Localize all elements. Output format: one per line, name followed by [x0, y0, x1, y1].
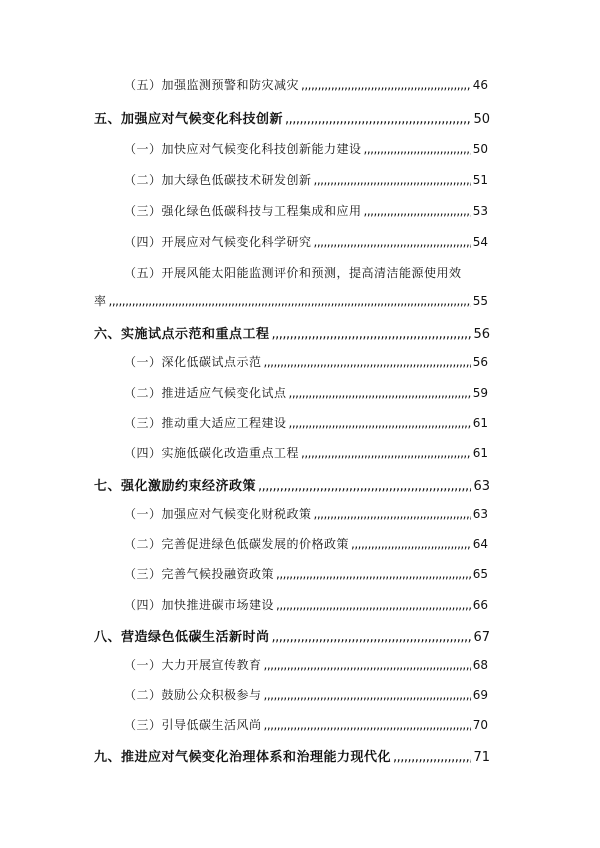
toc-page-number: 69 [472, 688, 488, 702]
toc-entry[interactable] [124, 444, 488, 461]
toc-entry-continuation[interactable] [94, 292, 488, 309]
toc-entry-title: （一）加强应对气候变化财税政策 [124, 507, 312, 521]
toc-page-number: 63 [472, 507, 488, 521]
toc-entry-title-cont: 率 [94, 294, 107, 308]
toc-section[interactable] [94, 475, 490, 494]
toc-entry-title: （四）开展应对气候变化科学研究 [124, 235, 312, 249]
toc-page-number: 54 [472, 235, 488, 249]
toc-entry[interactable] [124, 686, 488, 703]
toc-entry-title: （二）鼓励公众积极参与 [124, 688, 262, 702]
leader-dots [276, 567, 471, 581]
toc-entry-title: （三）引导低碳生活风尚 [124, 718, 262, 732]
toc-page-number: 65 [472, 567, 488, 581]
toc-entry-title: （二）推进适应气候变化试点 [124, 386, 287, 400]
toc-page-number: 63 [473, 479, 490, 494]
toc-entry[interactable] [124, 565, 488, 582]
toc-section-title: 七、强化激励约束经济政策 [94, 479, 257, 494]
toc-entry[interactable] [124, 76, 488, 93]
leader-dots [364, 204, 471, 218]
leader-dots [393, 750, 471, 765]
toc-entry-title: （五）开展风能太阳能监测评价和预测，提高清洁能源使用效 [124, 266, 462, 280]
leader-dots [264, 658, 471, 672]
toc-page-number: 67 [473, 630, 490, 645]
toc-entry-title: （一）大力开展宣传教育 [124, 658, 262, 672]
leader-dots [314, 507, 471, 521]
toc-section-title: 五、加强应对气候变化科技创新 [94, 112, 284, 127]
leader-dots [264, 688, 471, 702]
toc-entry-title: （三）强化绿色低碳科技与工程集成和应用 [124, 204, 362, 218]
toc-entry[interactable] [124, 535, 488, 552]
leader-dots [258, 479, 471, 494]
leader-dots [264, 718, 471, 732]
leader-dots [109, 294, 471, 308]
toc-section[interactable] [94, 323, 490, 342]
toc-entry-title: （三）推动重大适应工程建设 [124, 416, 287, 430]
toc-entry-title: （一）加快应对气候变化科技创新能力建设 [124, 142, 362, 156]
toc-entry-title: （三）完善气候投融资政策 [124, 567, 275, 581]
leader-dots [264, 355, 471, 369]
toc-page-number: 50 [472, 142, 488, 156]
toc-entry[interactable] [124, 414, 488, 431]
toc-section[interactable] [94, 108, 490, 127]
leader-dots [314, 235, 471, 249]
toc-page-number: 50 [473, 112, 490, 127]
toc-entry-title: （一）深化低碳试点示范 [124, 355, 262, 369]
leader-dots [314, 173, 471, 187]
toc-entry[interactable] [124, 384, 488, 401]
toc-entry-title: （五）加强监测预警和防灾减灾 [124, 78, 300, 92]
toc-page-number: 61 [472, 416, 488, 430]
leader-dots [285, 112, 471, 127]
toc-entry-title: （四）实施低碳化改造重点工程 [124, 446, 300, 460]
leader-dots [272, 327, 472, 342]
leader-dots [364, 142, 471, 156]
toc-entry[interactable] [124, 140, 488, 157]
toc-page-number: 53 [472, 204, 488, 218]
toc-entry[interactable] [124, 264, 488, 281]
toc-section[interactable] [94, 746, 490, 765]
leader-dots [289, 386, 471, 400]
toc-page-number: 64 [472, 537, 488, 551]
leader-dots [272, 630, 472, 645]
toc-page-number: 56 [473, 327, 490, 342]
toc-entry[interactable] [124, 171, 488, 188]
toc-section-title: 六、实施试点示范和重点工程 [94, 327, 270, 342]
toc-section-title: 八、营造绿色低碳生活新时尚 [94, 630, 270, 645]
leader-dots [351, 537, 471, 551]
toc-entry[interactable] [124, 656, 488, 673]
toc-entry[interactable] [124, 233, 488, 250]
toc-section[interactable] [94, 626, 490, 645]
leader-dots [276, 598, 471, 612]
toc-page-number: 59 [472, 386, 488, 400]
toc-entry[interactable] [124, 716, 488, 733]
leader-dots [301, 446, 471, 460]
toc-entry[interactable] [124, 505, 488, 522]
toc-section-title: 九、推进应对气候变化治理体系和治理能力现代化 [94, 750, 392, 765]
toc-page-number: 46 [472, 78, 488, 92]
toc-page-number: 66 [472, 598, 488, 612]
toc-entry[interactable] [124, 596, 488, 613]
toc-entry-title: （二）完善促进绿色低碳发展的价格政策 [124, 537, 350, 551]
leader-dots [301, 78, 471, 92]
toc-entry[interactable] [124, 353, 488, 370]
toc-page-number: 71 [473, 750, 490, 765]
leader-dots [289, 416, 471, 430]
toc-page-number: 51 [472, 173, 488, 187]
toc-page-number: 70 [472, 718, 488, 732]
toc-page-number: 68 [472, 658, 488, 672]
toc-page-number: 56 [472, 355, 488, 369]
toc-page-number: 55 [472, 294, 488, 308]
toc-entry-title: （四）加快推进碳市场建设 [124, 598, 275, 612]
toc-entry-title: （二）加大绿色低碳技术研发创新 [124, 173, 312, 187]
toc-entry[interactable] [124, 202, 488, 219]
toc-page-number: 61 [472, 446, 488, 460]
